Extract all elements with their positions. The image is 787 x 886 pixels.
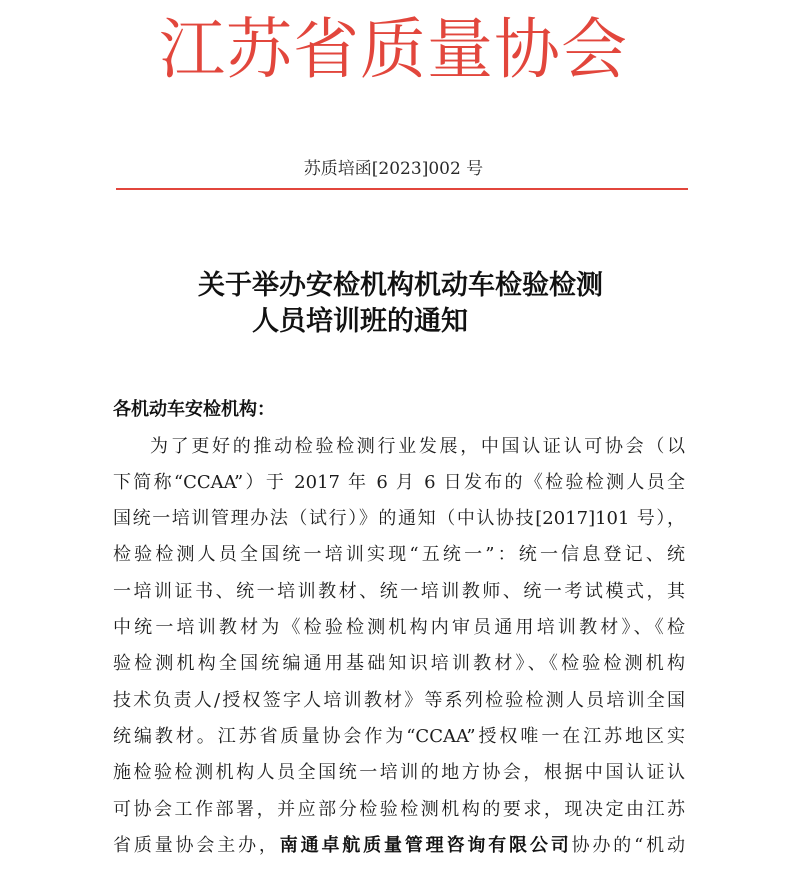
letterhead-org-name: 江苏省质量协会 [159,11,628,88]
body-paragraph-line: 技术负责人/授权签字人培训教材》等系列检验检测人员培训全国 [113,690,685,711]
body-text-segment: 协办的“机动 [571,835,685,856]
document-title-line-2: 人员培训班的通知 [252,306,468,337]
salutation: 各机动车安检机构： [113,399,275,420]
body-paragraph-line: 验检测机构全国统编通用基础知识培训教材》、《检验检测机构 [113,653,685,674]
body-paragraph-line: 可协会工作部署，并应部分检验检测机构的要求，现决定由江苏 [113,799,685,820]
body-paragraph-line: 国统一培训管理办法（试行）》的通知（中认协技[2017]101 号）， [113,508,685,529]
document-title-line-1: 关于举办安检机构机动车检验检测 [198,270,603,301]
body-paragraph-last-line [113,831,685,861]
body-paragraph-line: 为了更好的推动检验检测行业发展，中国认证认可协会（以 [150,436,685,457]
letterhead-red-divider [116,188,688,190]
body-text-segment: 省质量协会主办， [113,835,280,856]
body-paragraph-line: 一培训证书、统一培训教材、统一培训教师、统一考试模式，其 [113,581,685,602]
body-paragraph-line: 统编教材。江苏省质量协会作为“CCAA”授权唯一在江苏地区实 [113,726,685,747]
document-number: 苏质培函[2023]002 号 [303,159,484,179]
body-paragraph-line: 施检验检测机构人员全国统一培训的地方协会，根据中国认证认 [113,762,685,783]
body-paragraph-line: 中统一培训教材为《检验检测机构内审员通用培训教材》、《检 [113,617,685,638]
body-paragraph-line: 检验检测人员全国统一培训实现“五统一”：统一信息登记、统 [113,544,685,565]
co-organizer-name: 南通卓航质量管理咨询有限公司 [279,835,572,856]
body-paragraph-line: 下简称“CCAA”）于 2017 年 6 月 6 日发布的《检验检测人员全 [113,472,685,493]
